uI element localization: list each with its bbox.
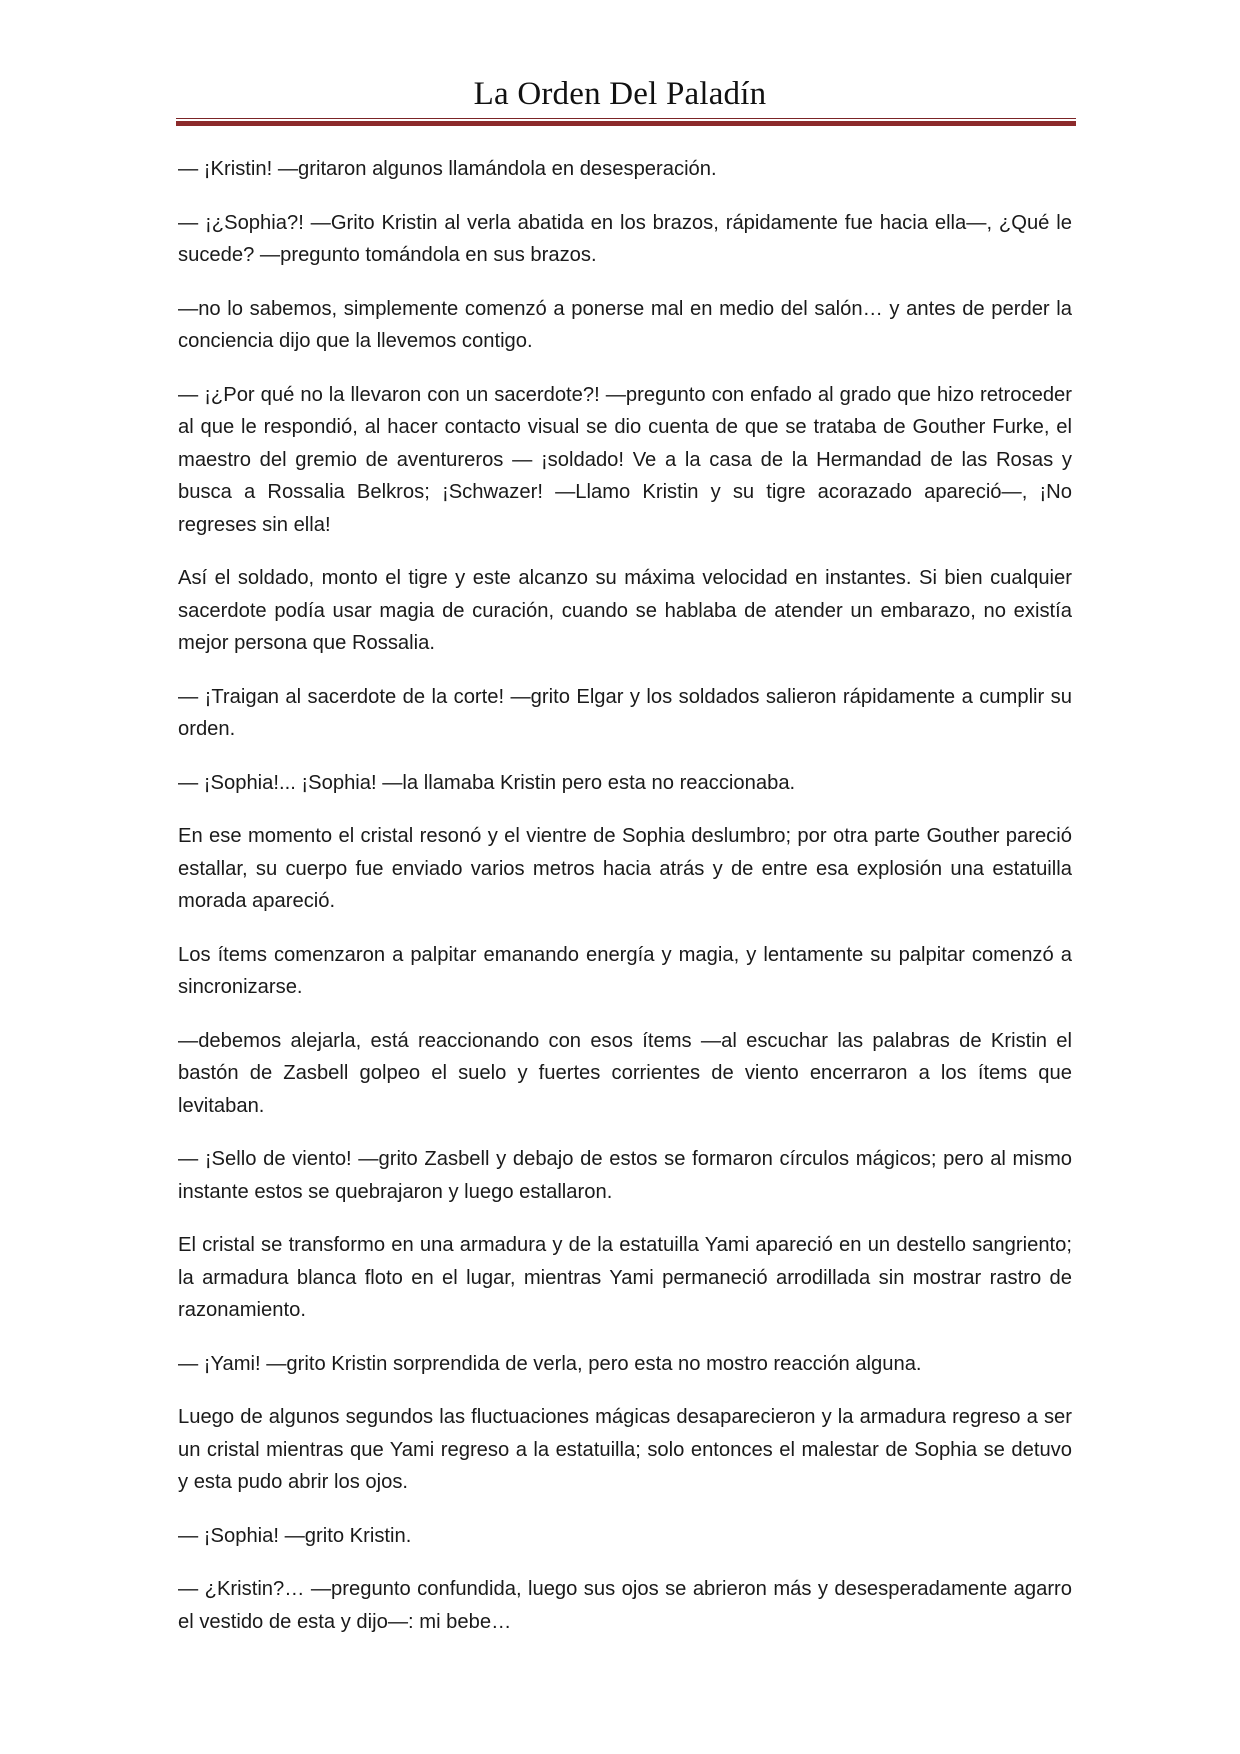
paragraph: — ¡Sello de viento! —grito Zasbell y debajo de estos se formaron círculos mágicos; pero al mismo instante estos se quebrajaron y luego estallaron.: [178, 1148, 1072, 1203]
paragraph: — ¡Traigan al sacerdote de la corte! —grito Elgar y los soldados salieron rápidamente a cumplir su orden.: [178, 685, 1072, 740]
paragraph: Así el soldado, monto el tigre y este alcanzo su máxima velocidad en instantes. Si bien cualquier sacerdote podía usar magia de curación, cuando se hablaba de atender un embarazo, no existía mejor persona que Rossalia.: [178, 567, 1072, 654]
header-rule-thin: [176, 118, 1076, 119]
page-header: [0, 74, 1240, 114]
header-rule-thick: [176, 121, 1076, 126]
header-rule: [176, 118, 1076, 126]
paragraph: — ¡Sophia! —grito Kristin.: [178, 1524, 412, 1547]
paragraph: — ¡¿Sophia?! —Grito Kristin al verla abatida en los brazos, rápidamente fue hacia ella—, ¿Qué le sucede? —pregunto tomándola en sus brazos.: [178, 211, 1072, 266]
paragraph: — ¿Kristin?… —pregunto confundida, luego sus ojos se abrieron más y desesperadamente agarro el vestido de esta y dijo—: mi bebe…: [178, 1578, 1072, 1633]
paragraph: En ese momento el cristal resonó y el vientre de Sophia deslumbro; por otra parte Gouther pareció estallar, su cuerpo fue enviado varios metros hacia atrás y de entre esa explosión una estatuilla morada apareció.: [178, 825, 1072, 912]
paragraph: — ¡Sophia!... ¡Sophia! —la llamaba Kristin pero esta no reaccionaba.: [178, 771, 796, 794]
paragraph: —debemos alejarla, está reaccionando con esos ítems —al escuchar las palabras de Kristin el bastón de Zasbell golpeo el suelo y fuertes corrientes de viento encerraron a los ítems que levitaban.: [178, 1029, 1072, 1117]
paragraph: El cristal se transformo en una armadura y de la estatuilla Yami apareció en un destello sangriento; la armadura blanca floto en el lugar, mientras Yami permaneció arrodillada sin mostrar rastro de razonamiento.: [178, 1234, 1072, 1321]
paragraph: —no lo sabemos, simplemente comenzó a ponerse mal en medio del salón… y antes de perder la conciencia dijo que la llevemos contigo.: [178, 297, 1072, 352]
page-title: La Orden Del Paladín: [473, 76, 767, 112]
paragraph: — ¡Yami! —grito Kristin sorprendida de verla, pero esta no mostro reacción alguna.: [178, 1352, 922, 1375]
paragraph: — ¡¿Por qué no la llevaron con un sacerdote?! —pregunto con enfado al grado que hizo retroceder al que le respondió, al hacer contacto visual se dio cuenta de que se trataba de Gouther Furke, el maestro del gremio de aventureros — ¡soldado! Ve a la casa de la Hermandad de las Rosas y busca a Rossalia Belkros; ¡Schwazer! —Llamo Kristin y su tigre acorazado apareció—, ¡No regreses sin ella!: [178, 383, 1072, 536]
paragraph: Los ítems comenzaron a palpitar emanando energía y magia, y lentamente su palpitar comenzó a sincronizarse.: [178, 943, 1072, 998]
body-text: [178, 153, 1072, 1659]
paragraph: Luego de algunos segundos las fluctuaciones mágicas desaparecieron y la armadura regreso a ser un cristal mientras que Yami regreso a la estatuilla; solo entonces el malestar de Sophia se detuvo y esta pudo abrir los ojos.: [178, 1406, 1072, 1493]
paragraph: — ¡Kristin! —gritaron algunos llamándola en desesperación.: [178, 158, 717, 180]
